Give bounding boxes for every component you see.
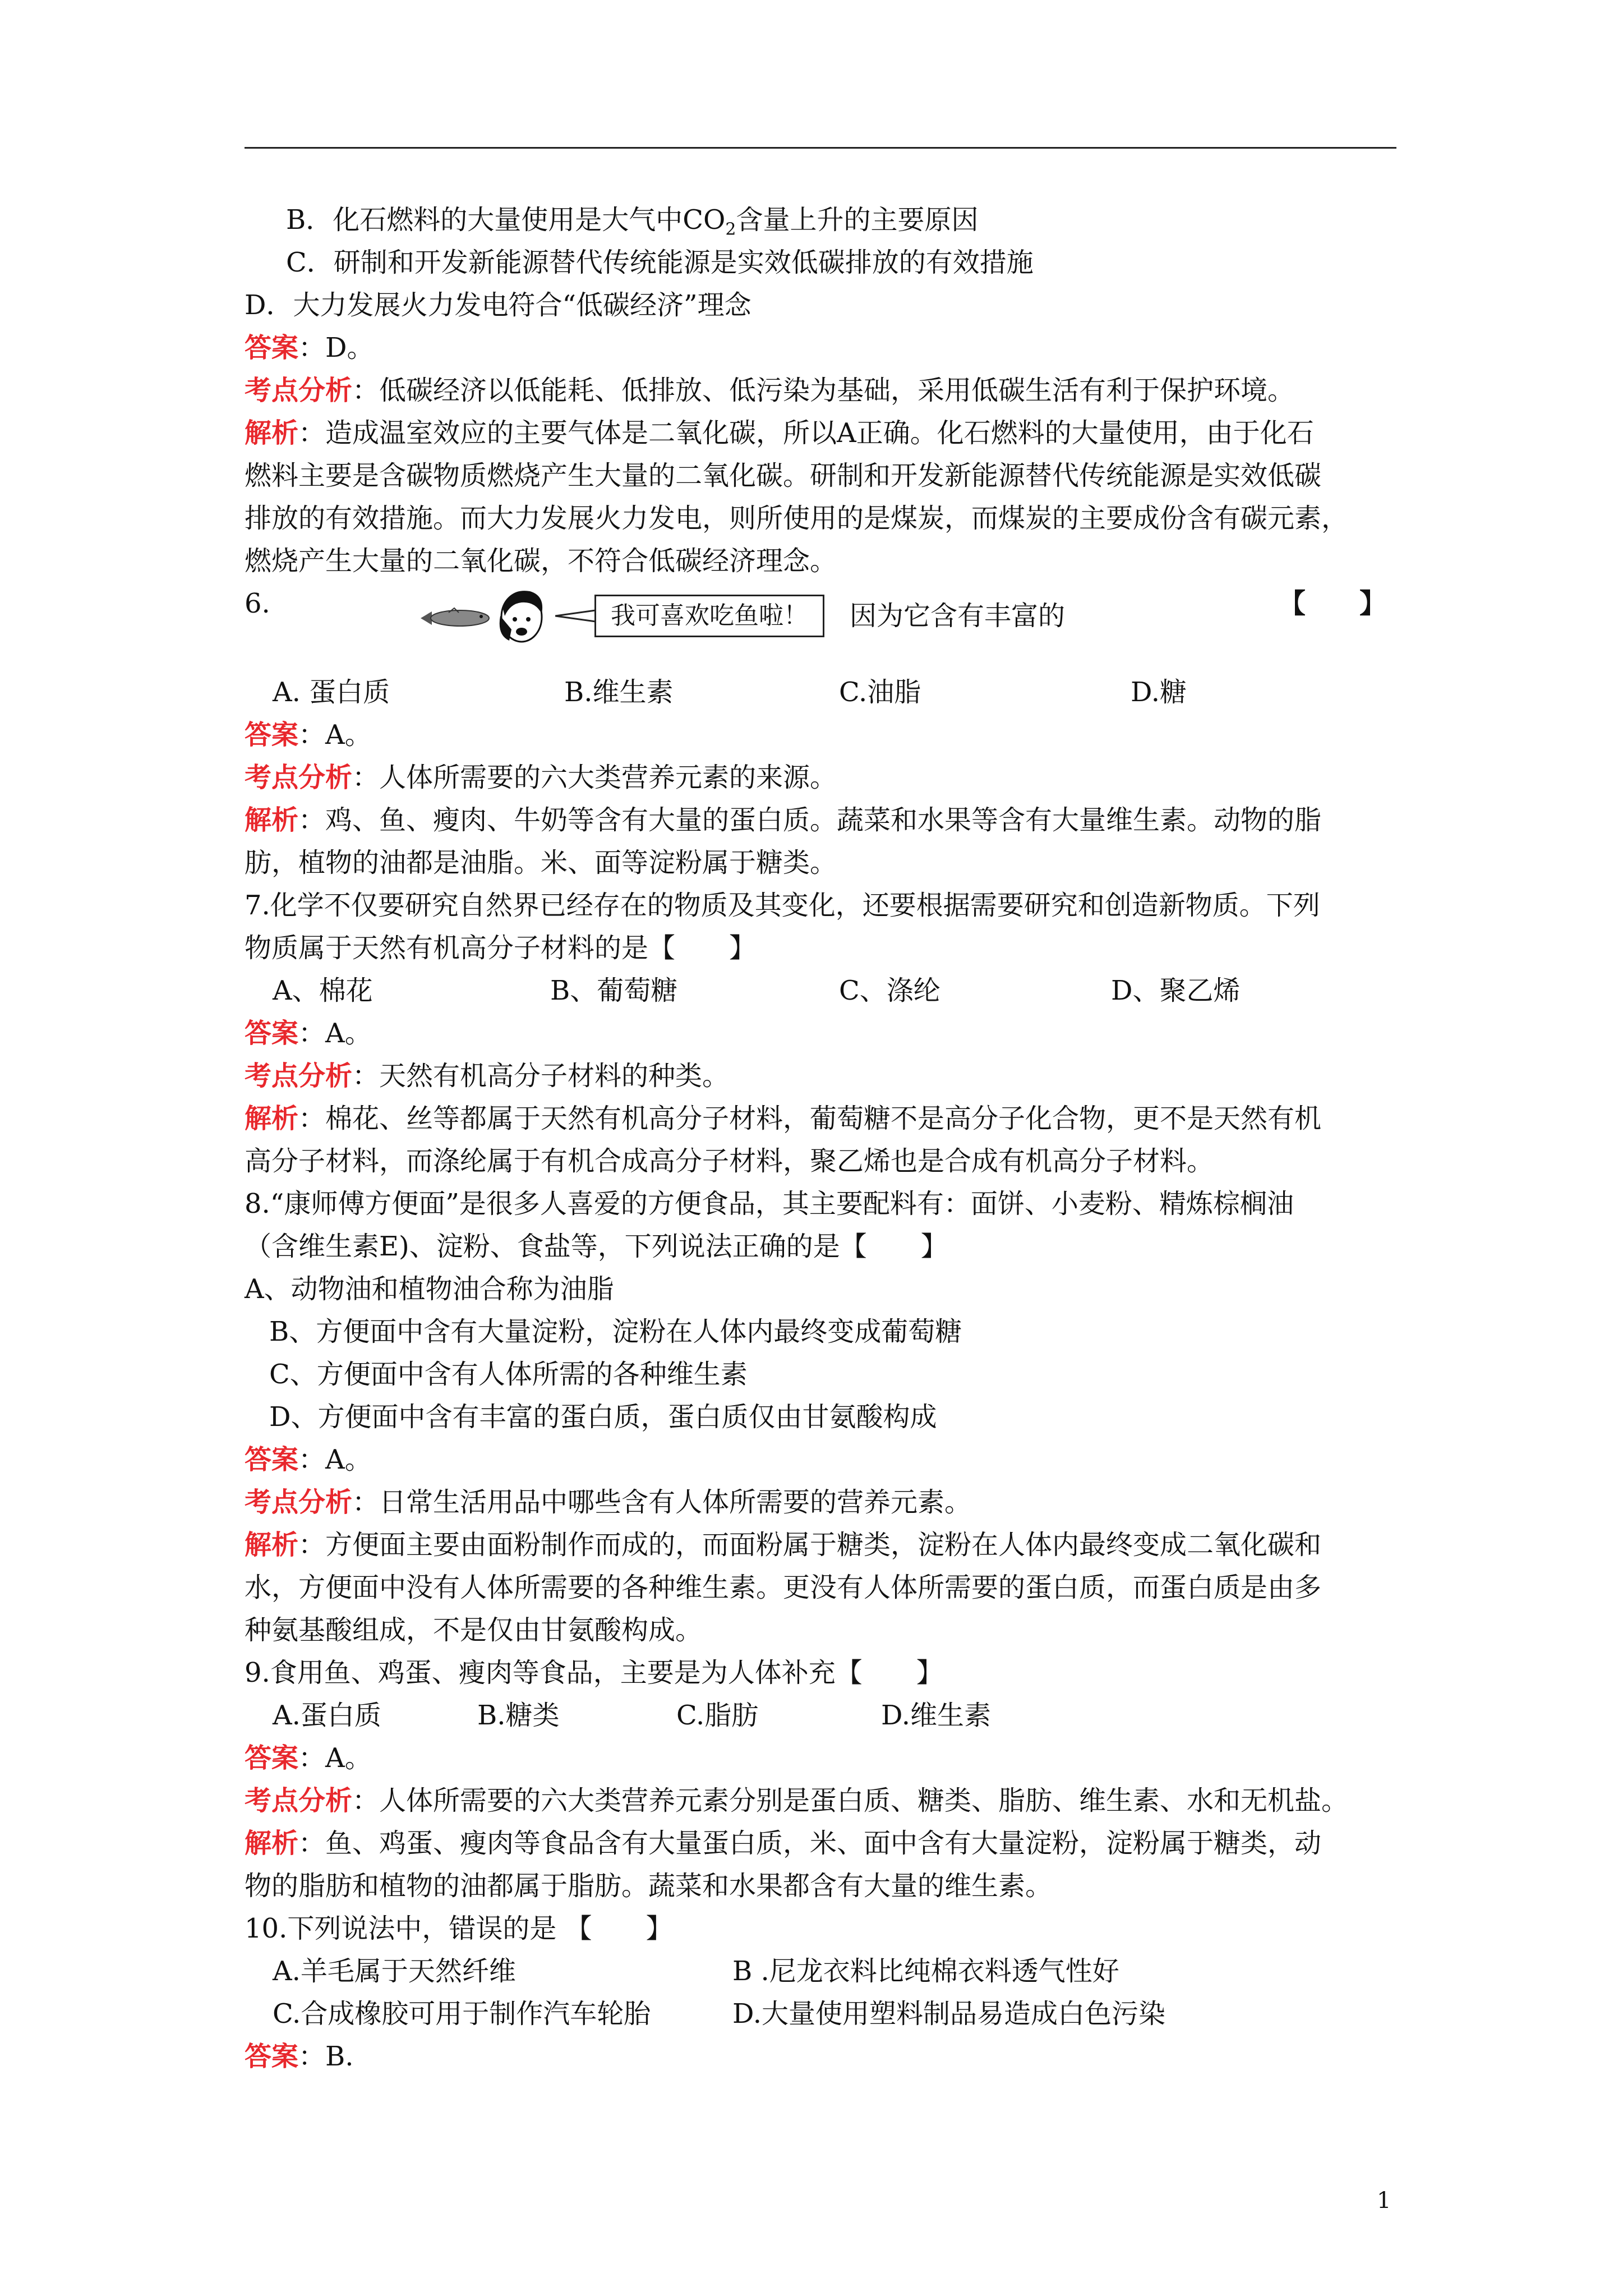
q10-option-d: D.大量使用塑料制品易造成白色污染	[732, 1998, 1166, 2030]
q7-explanation-line: 高分子材料，而涤纶属于有机合成高分子材料，聚乙烯也是合成有机高分子材料。	[245, 1145, 1214, 1177]
q6-point-analysis: 考点分析：人体所需要的六大类营养元素的来源。	[245, 762, 837, 793]
q8-stem: （含维生素E)、淀粉、食盐等，下列说法正确的是【 】	[245, 1231, 948, 1262]
q10-answer: 答案：B.	[245, 2041, 354, 2072]
q7-option: C、涤纶	[839, 975, 940, 1006]
q8-explanation-line: 水，方便面中没有人体所需要的各种维生素。更没有人体所需要的蛋白质，而蛋白质是由多	[245, 1572, 1322, 1603]
q5-explanation-line: 燃烧产生大量的二氧化碳，不符合低碳经济理念。	[245, 545, 837, 577]
q5-explanation-line: 排放的有效措施。而大力发展火力发电，则所使用的是煤炭，而煤炭的主要成份含有碳元素，	[245, 503, 1349, 534]
q6-explanation-line: 解析：鸡、鱼、瘦肉、牛奶等含有大量的蛋白质。蔬菜和水果等含有大量维生素。动物的脂	[245, 804, 1322, 836]
q5-explanation-line: 燃料主要是含碳物质燃烧产生大量的二氧化碳。研制和开发新能源替代传统能源是实效低碳	[245, 460, 1322, 491]
q7-answer: 答案：A。	[245, 1018, 372, 1049]
q8-explanation-line: 解析：方便面主要由面粉制作而成的，而面粉属于糖类，淀粉在人体内最终变成二氧化碳和	[245, 1529, 1322, 1561]
q9-point-analysis: 考点分析：人体所需要的六大类营养元素分别是蛋白质、糖类、脂肪、维生素、水和无机盐。	[245, 1785, 1349, 1816]
q5-option-c: C．研制和开发新能源替代传统能源是实效低碳排放的有效措施	[286, 247, 1034, 278]
q9-stem: 9.食用鱼、鸡蛋、瘦肉等食品，主要是为人体补充【 】	[245, 1657, 943, 1688]
q5-option-d: D．大力发展火力发电符合“低碳经济”理念	[245, 289, 751, 321]
q9-option: C.脂肪	[676, 1700, 759, 1731]
q8-option-d: D、方便面中含有丰富的蛋白质，蛋白质仅由甘氨酸构成	[269, 1401, 937, 1433]
q6-option: D.糖	[1131, 677, 1187, 708]
q6-number: 6.	[245, 588, 270, 619]
q10-option-c: C.合成橡胶可用于制作汽车轮胎	[273, 1998, 651, 2030]
fish-and-girl-illustration	[415, 585, 555, 646]
q5-point-analysis: 考点分析：低碳经济以低能耗、低排放、低污染为基础，采用低碳生活有利于保护环境。	[245, 375, 1295, 406]
q9-explanation-line: 解析：鱼、鸡蛋、瘦肉等食品含有大量蛋白质，米、面中含有大量淀粉，淀粉属于糖类，动	[245, 1828, 1322, 1859]
page-number: 1	[1377, 2188, 1391, 2214]
q8-option-b: B、方便面中含有大量淀粉，淀粉在人体内最终变成葡萄糖	[269, 1316, 962, 1347]
q7-stem: 7.化学不仅要研究自然界已经存在的物质及其变化，还要根据需要研究和创造新物质。下列	[245, 890, 1320, 921]
q8-answer: 答案：A。	[245, 1444, 372, 1475]
q5-option-b: B．化石燃料的大量使用是大气中$CO_2$含量上升的主要原因	[286, 204, 979, 240]
q7-point-analysis: 考点分析：天然有机高分子材料的种类。	[245, 1060, 730, 1092]
q10-option-b: B .尼龙衣料比纯棉衣料透气性好	[732, 1955, 1119, 1987]
q5-answer: 答案：D。	[245, 332, 374, 364]
q6-answer-bracket: 【 】	[1279, 588, 1387, 619]
q8-option-c: C、方便面中含有人体所需的各种维生素	[269, 1359, 748, 1390]
speech-bubble-tail	[555, 609, 596, 623]
q9-option: B.糖类	[477, 1700, 560, 1731]
q9-explanation-line: 物的脂肪和植物的油都属于脂肪。蔬菜和水果都含有大量的维生素。	[245, 1870, 1053, 1902]
q9-answer: 答案：A。	[245, 1742, 372, 1774]
q10-stem: 10.下列说法中，错误的是 【 】	[245, 1913, 673, 1944]
q5-explanation-line: 解析：造成温室效应的主要气体是二氧化碳，所以A正确。化石燃料的大量使用，由于化石	[245, 417, 1314, 449]
q6-option: B.维生素	[564, 677, 674, 708]
q6-option: C.油脂	[839, 677, 921, 708]
q8-point-analysis: 考点分析：日常生活用品中哪些含有人体所需要的营养元素。	[245, 1487, 972, 1518]
q9-option: A.蛋白质	[273, 1700, 381, 1731]
q6-stem: 因为它含有丰富的	[850, 600, 1066, 632]
q7-option: B、葡萄糖	[550, 975, 678, 1006]
q7-stem: 物质属于天然有机高分子材料的是【 】	[245, 932, 757, 964]
q8-option-a: A、动物油和植物油合称为油脂	[245, 1273, 614, 1305]
q6-option: A. 蛋白质	[273, 677, 390, 708]
speech-bubble: 我可喜欢吃鱼啦！	[594, 595, 824, 637]
q7-explanation-line: 解析：棉花、丝等都属于天然有机高分子材料，葡萄糖不是高分子化合物，更不是天然有机	[245, 1103, 1322, 1134]
q8-explanation-line: 种氨基酸组成，不是仅由甘氨酸构成。	[245, 1614, 703, 1646]
header-rule	[245, 147, 1396, 149]
q8-stem: 8.“康师傅方便面”是很多人喜爱的方便食品，其主要配料有：面饼、小麦粉、精炼棕榈油	[245, 1188, 1294, 1220]
q10-option-a: A.羊毛属于天然纤维	[273, 1955, 516, 1987]
q7-option: A、棉花	[273, 975, 373, 1006]
q7-option: D、聚乙烯	[1111, 975, 1241, 1006]
q6-explanation-line: 肪，植物的油都是油脂。米、面等淀粉属于糖类。	[245, 847, 837, 878]
q6-answer: 答案：A。	[245, 719, 372, 751]
q9-option: D.维生素	[881, 1700, 992, 1731]
